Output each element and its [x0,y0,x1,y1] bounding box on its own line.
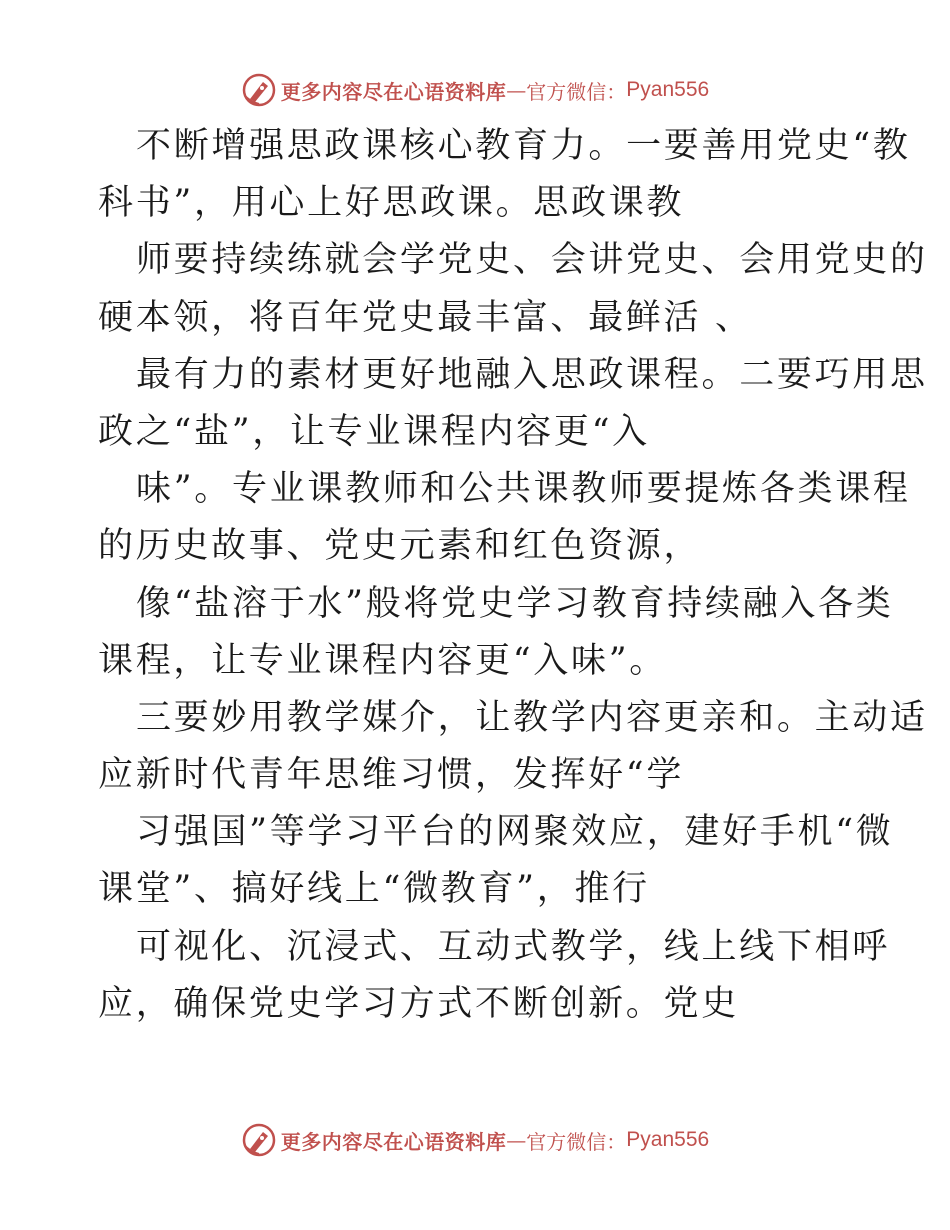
text-line: 应新时代青年思维习惯，发挥好“学 [98,755,685,796]
wechat-label: 官方微信： [526,79,627,104]
wechat-id: Pyan556 [626,1128,710,1151]
site-name: 更多内容尽在心语资料库 [280,1129,507,1154]
text-line: 应，确保党史学习方式不断创新。党史 [98,983,739,1024]
site-name: 更多内容尽在心语资料库 [280,79,507,104]
text-line: 的历史故事、党史元素和红色资源， [98,526,702,567]
text-line: 师要持续练就会学党史、会讲党史、会用党史的 [136,240,928,281]
text-line: 课堂”、搞好线上“微教育”，推行 [98,869,650,910]
text-line: 像“盐溶于水”般将党史学习教育持续融入各类 [136,583,894,624]
text-line: 三要妙用教学媒介，让教学内容更亲和。主动适 [136,697,928,738]
text-line: 政之“盐”，让专业课程内容更“入 [98,411,650,452]
separator: — [506,1128,527,1152]
footer-watermark [0,1122,950,1158]
document-body [98,118,928,1033]
text-line: 课程，让专业课程内容更“入味”。 [98,640,667,681]
text-line: 可视化、沉浸式、互动式教学，线上线下相呼 [136,926,891,967]
pen-nib-logo-icon [241,72,277,108]
text-line: 不断增强思政课核心教育力。一要善用党史“教 [136,126,911,166]
text-line: 味”。专业课教师和公共课教师要提炼各类课程 [136,469,911,510]
text-line: 习强国”等学习平台的网聚效应，建好手机“微 [136,812,894,853]
wechat-label: 官方微信： [526,1129,627,1154]
wechat-id: Pyan556 [626,78,710,101]
pen-nib-logo-icon [241,1122,277,1158]
text-line: 科书”，用心上好思政课。思政课教 [98,183,685,224]
text-line: 硬本领，将百年党史最丰富、最鲜活 、 [98,297,753,338]
separator: — [506,78,527,102]
header-watermark [0,72,950,108]
text-line: 最有力的素材更好地融入思政课程。二要巧用思 [136,354,928,395]
